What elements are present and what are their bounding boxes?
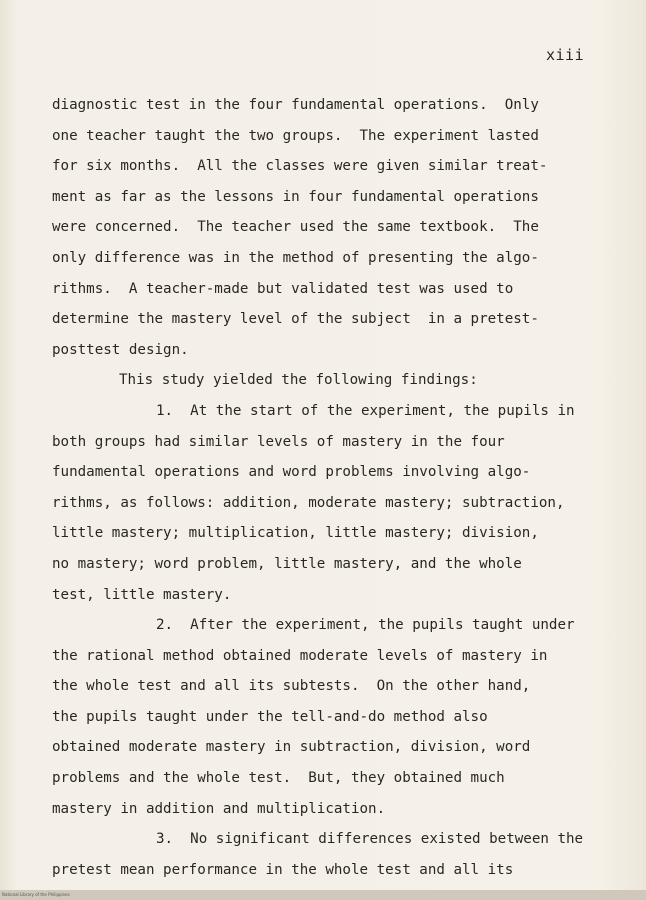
text-line: This study yielded the following findings:: [119, 372, 478, 389]
text-line: 3. No significant differences existed between the: [156, 831, 584, 848]
text-line: rithms, as follows: addition, moderate mastery; subtraction,: [52, 494, 565, 511]
text-line: posttest design.: [52, 341, 189, 358]
text-line: 2. After the experiment, the pupils taught under: [156, 617, 575, 634]
scan-footer: National Library of the Philippines: [0, 890, 646, 900]
text-line: determine the mastery level of the subject in a pretest-: [52, 311, 539, 328]
text-line: 1. At the start of the experiment, the pupils in: [156, 402, 575, 419]
text-line: little mastery; multiplication, little mastery; division,: [52, 525, 539, 542]
text-line: both groups had similar levels of mastery in the four: [52, 433, 505, 450]
text-line: problems and the whole test. But, they obtained much: [52, 770, 505, 787]
text-line: pretest mean performance in the whole test and all its: [52, 861, 514, 878]
text-line: rithms. A teacher-made but validated test was used to: [52, 280, 514, 297]
text-line: mastery in addition and multiplication.: [52, 800, 386, 817]
text-line: one teacher taught the two groups. The experiment lasted: [52, 127, 539, 144]
text-line: the rational method obtained moderate levels of mastery in: [52, 647, 548, 664]
text-line: only difference was in the method of presenting the algo-: [52, 249, 539, 266]
text-line: for six months. All the classes were given similar treat-: [52, 158, 548, 175]
text-line: no mastery; word problem, little mastery, and the whole: [52, 555, 522, 572]
page-number: xiii: [546, 46, 585, 64]
text-line: fundamental operations and word problems involving algo-: [52, 464, 531, 481]
text-line: the pupils taught under the tell-and-do method also: [52, 708, 488, 725]
text-line: the whole test and all its subtests. On the other hand,: [52, 678, 531, 695]
text-line: obtained moderate mastery in subtraction, division, word: [52, 739, 531, 756]
text-line: were concerned. The teacher used the same textbook. The: [52, 219, 539, 236]
text-line: test, little mastery.: [52, 586, 232, 603]
body-text: [52, 90, 632, 885]
text-line: diagnostic test in the four fundamental operations. Only: [52, 97, 539, 113]
text-line: ment as far as the lessons in four fundamental operations: [52, 188, 539, 205]
